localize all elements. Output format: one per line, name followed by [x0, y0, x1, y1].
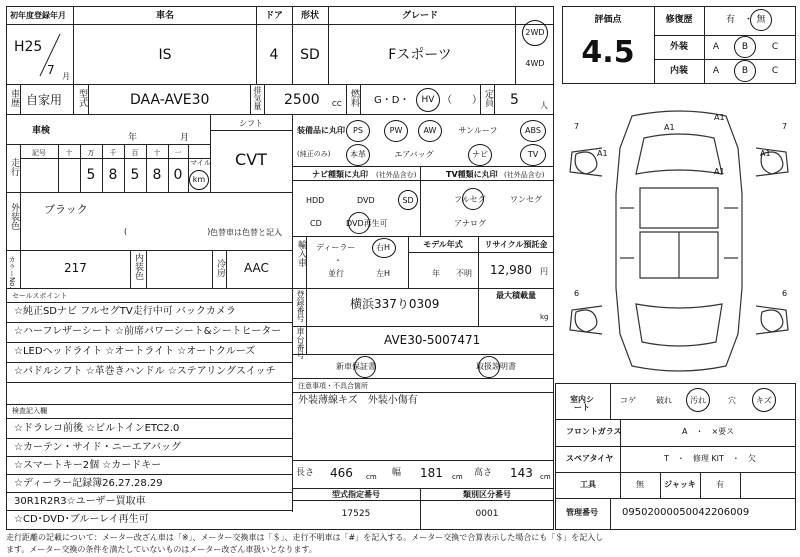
sheet-hole: 穴 — [728, 396, 736, 405]
fuel-label: 燃料 — [349, 89, 359, 107]
class-no-value: 0001 — [475, 509, 499, 519]
recycle-label: リサイクル預託金 — [484, 240, 548, 249]
footer-line-1: 走行距離の記載について：メーター改ざん車は「※」、メーター交換車は「＄」、走行不明車は「#」を記入する。メーター交換で合算表示した場合にも「＄」を記入し — [6, 533, 604, 542]
int-grade-b: B — [741, 66, 749, 76]
interior-sheet-label: 室内シート — [570, 395, 594, 412]
digit-2: 5 — [130, 167, 140, 183]
length-label: 長さ — [296, 468, 315, 478]
damage-mark-4: A1 — [597, 149, 608, 158]
equip-abs: ABS — [525, 126, 541, 135]
equip-label: 装備品に丸印 — [297, 126, 345, 135]
type-no-label: 型式指定番号 — [332, 490, 380, 499]
shape-label: 形状 — [300, 11, 320, 21]
spare-options: T ・ 修理 KIT ・ 欠 — [664, 454, 756, 463]
score-label: 評価点 — [594, 15, 622, 25]
color-value: ブラック — [44, 203, 88, 216]
model-label: 車名 — [155, 11, 175, 21]
windshield-options: A ・ ×要ス — [682, 427, 735, 436]
equip-sunroof: サンルーフ — [458, 126, 498, 135]
repair-label: 修復歴 — [665, 15, 693, 25]
digit-1: 8 — [108, 167, 118, 183]
navi-hdd: HDD — [306, 196, 325, 205]
import-dot: ・ — [334, 256, 342, 265]
door-label: ドア — [265, 11, 283, 21]
cc-value: 2500 — [284, 92, 320, 108]
notes-text: 外装薄線キズ 外装小傷有 — [298, 395, 418, 406]
use-value: 自家用 — [26, 93, 63, 107]
tv-title-sub: (社外品含む) — [504, 171, 545, 179]
model-value: IS — [158, 47, 172, 63]
mileage-label: 走行 — [9, 158, 19, 176]
inspection-month: 月 — [180, 133, 190, 143]
ext-grade-c: C — [771, 42, 779, 52]
type-no-value: 17525 — [341, 509, 371, 519]
import-dealer: ディーラー — [316, 243, 356, 252]
unit-3: 百 — [131, 149, 139, 157]
diagram-6-left: 6 — [574, 289, 580, 298]
navi-dvdplay: DVD再生可 — [346, 219, 388, 228]
length-value: 466 — [330, 466, 353, 480]
width-value: 181 — [420, 466, 443, 480]
code-label: 記号 — [32, 149, 46, 157]
damage-mark-2: A1 — [714, 113, 725, 122]
grade-value: Fスポーツ — [388, 47, 452, 63]
jack-value: 有 — [716, 480, 724, 489]
equip-pw: PW — [389, 126, 403, 135]
year-label: 初年度登録年月 — [10, 11, 66, 20]
selling-line-2: ☆ハーフレザーシート ☆前席パワーシート&シートヒーター — [14, 326, 282, 337]
tv-title: TV種類に丸印 — [446, 170, 498, 179]
sheet-scratch: キズ — [756, 396, 772, 405]
fuel-paren: （ ） — [442, 95, 482, 106]
manual: 取扱説明書 — [476, 362, 516, 371]
equip-leather: 本革 — [350, 150, 366, 159]
management-value: 09502000050042206009 — [622, 507, 750, 518]
unit-2: 千 — [109, 149, 117, 157]
width-label: 幅 — [392, 468, 402, 478]
reg-label: 登録番号 — [296, 290, 305, 322]
inspector-line-5: 30R1R2R3☆ユーザー買取車 — [14, 496, 146, 507]
equip-navi: ナビ — [472, 150, 488, 159]
use-label: 車歴 — [9, 89, 19, 107]
cap-value: 5 — [510, 92, 519, 108]
chassis-value: AVE30-5007471 — [384, 333, 481, 347]
inspector-line-4: ☆ディーラー記録簿26.27.28.29 — [14, 478, 163, 489]
mile-label: マイル — [190, 159, 211, 167]
cc-label: 排気量 — [253, 86, 262, 110]
import-label: 輸入車 — [296, 240, 306, 267]
inspector-line-2: ☆カーテン・サイド・ニーエアバッグ — [14, 442, 181, 453]
shift-label: シフト — [239, 119, 263, 128]
color-paren: ( ) — [124, 227, 211, 236]
sheet-dirt: 汚れ — [690, 396, 706, 405]
equip-tv: TV — [527, 150, 539, 159]
recycle-value: 12,980 — [490, 263, 532, 277]
inspection-label: 車検 — [32, 126, 51, 136]
fuel-selected: HV — [421, 95, 435, 105]
notes-title: 注意事項・不具合箇所 — [298, 382, 368, 390]
tools-value: 無 — [636, 480, 644, 489]
int-grade-a: A — [712, 66, 720, 76]
diagram-6-right: 6 — [782, 289, 788, 298]
digit-0: 5 — [86, 167, 96, 183]
shape-value: SD — [300, 47, 320, 63]
equip-airbag: エアバッグ — [394, 150, 434, 159]
footer-line-2: ます。メーター交換の条件を満たしていないものはメーター改ざん車扱いとなります。 — [6, 545, 317, 554]
cap-label: 定員 — [483, 89, 493, 107]
drive-4wd: 4WD — [525, 59, 545, 68]
repair-dot: ・ — [744, 15, 754, 25]
tools-label: 工具 — [580, 480, 596, 489]
navi-cd: CD — [310, 219, 322, 228]
equip-aw: AW — [423, 126, 437, 135]
sheet-burn: コゲ — [620, 396, 636, 405]
color-no-value: 217 — [64, 261, 87, 275]
import-parallel: 並行 — [328, 269, 344, 278]
drive-2wd: 2WD — [525, 28, 545, 37]
jack-label: ジャッキ — [664, 480, 696, 489]
ac-label: 冷房 — [215, 259, 225, 277]
selling-line-4: ☆パドルシフト ☆革巻きハンドル ☆ステアリングスイッチ — [14, 366, 276, 377]
selling-line-3: ☆LEDヘッドライト ☆オートライト ☆オートクルーズ — [14, 346, 256, 357]
cap-unit: 人 — [540, 101, 548, 110]
equip-ps: PS — [353, 126, 363, 135]
management-label: 管理番号 — [566, 508, 598, 517]
height-unit: cm — [540, 473, 551, 481]
sheet-tear: 破れ — [656, 396, 672, 405]
tv-analog: アナログ — [454, 219, 486, 228]
digit-4: 0 — [173, 167, 183, 183]
model-year-unknown: 不明 — [456, 269, 472, 278]
diagram-7-left: 7 — [574, 122, 580, 131]
repair-yes: 有 — [726, 15, 736, 25]
fuel-options: G・D・ — [374, 95, 410, 106]
inspector-line-1: ☆ドラレコ前後 ☆ビルトインETC2.0 — [14, 423, 180, 434]
km-label: km — [192, 175, 206, 184]
exterior-label: 外装 — [669, 42, 689, 52]
damage-mark-3: A1 — [714, 167, 725, 176]
width-unit: cm — [452, 473, 463, 481]
equip-sub: (純正のみ) — [297, 150, 331, 158]
inspector-line-3: ☆スマートキー2個 ☆カードキー — [14, 460, 162, 471]
damage-mark-5: A1 — [760, 149, 771, 158]
length-unit: cm — [366, 473, 377, 481]
navi-title-sub: (社外品含む) — [376, 171, 417, 179]
color-no-label: カラーNo. — [8, 256, 16, 289]
month-value: 7 — [47, 63, 55, 77]
repair-no: 無 — [756, 15, 766, 25]
shift-value: CVT — [235, 150, 267, 169]
type-value: DAA-AVE30 — [130, 92, 210, 108]
tv-fullseg: フルセグ — [454, 195, 486, 204]
model-year-year: 年 — [432, 269, 440, 278]
door-value: 4 — [269, 47, 279, 63]
damage-mark-1: A1 — [664, 123, 675, 132]
model-year-label: モデル年式 — [423, 240, 463, 249]
max-load-label: 最大積載量 — [496, 291, 536, 300]
diagram-7-right: 7 — [782, 122, 788, 131]
import-left: 左H — [376, 269, 391, 278]
unit-0: 十 — [65, 149, 73, 157]
import-right: 右H — [376, 243, 391, 252]
inspection-year: 年 — [128, 133, 138, 143]
int-label: 内装色 — [133, 253, 143, 280]
navi-dvd: DVD — [357, 196, 375, 205]
year-value: H25 — [14, 39, 43, 55]
selling-line-1: ☆純正SDナビ フルセグTV走行中可 バックカメラ — [14, 306, 236, 317]
int-grade-c: C — [771, 66, 779, 76]
tv-oneseg: ワンセグ — [510, 195, 542, 204]
unit-1: 万 — [87, 149, 95, 157]
inspector-title: 検査記入欄 — [12, 407, 47, 415]
selling-title: セールスポイント — [12, 292, 68, 300]
chassis-label: 車台番号 — [296, 327, 305, 359]
height-label: 高さ — [474, 468, 493, 478]
spare-label: スペアタイヤ — [566, 454, 614, 463]
grade-label: グレード — [401, 11, 439, 21]
windshield-label: フロントガラス — [566, 427, 622, 436]
navi-title: ナビ種類に丸印 — [312, 170, 368, 179]
navi-sd: SD — [402, 196, 414, 205]
score-value: 4.5 — [581, 35, 635, 70]
reg-value: 横浜337り0309 — [350, 297, 440, 311]
recycle-unit: 円 — [540, 267, 548, 276]
color-label: 外装色 — [9, 203, 19, 230]
ext-grade-a: A — [712, 42, 720, 52]
type-label: 型式 — [77, 89, 87, 107]
unit-4: 十 — [153, 149, 161, 157]
unit-5: 一 — [174, 149, 182, 157]
height-value: 143 — [510, 466, 533, 480]
cc-unit: CC — [332, 100, 342, 108]
inspector-line-6: ☆CD･DVD･ブルーレイ再生可 — [14, 514, 149, 525]
interior-label: 内装 — [669, 66, 689, 76]
class-no-label: 類別区分番号 — [463, 490, 511, 499]
ac-value: AAC — [244, 261, 269, 275]
month-unit: 月 — [62, 72, 70, 81]
max-load-unit: kg — [540, 313, 549, 321]
ext-grade-b: B — [741, 42, 749, 52]
digit-3: 8 — [152, 167, 162, 183]
color-note: 色替車は色替と記入 — [210, 228, 282, 237]
new-car-warranty: 新車保証書 — [336, 362, 376, 371]
